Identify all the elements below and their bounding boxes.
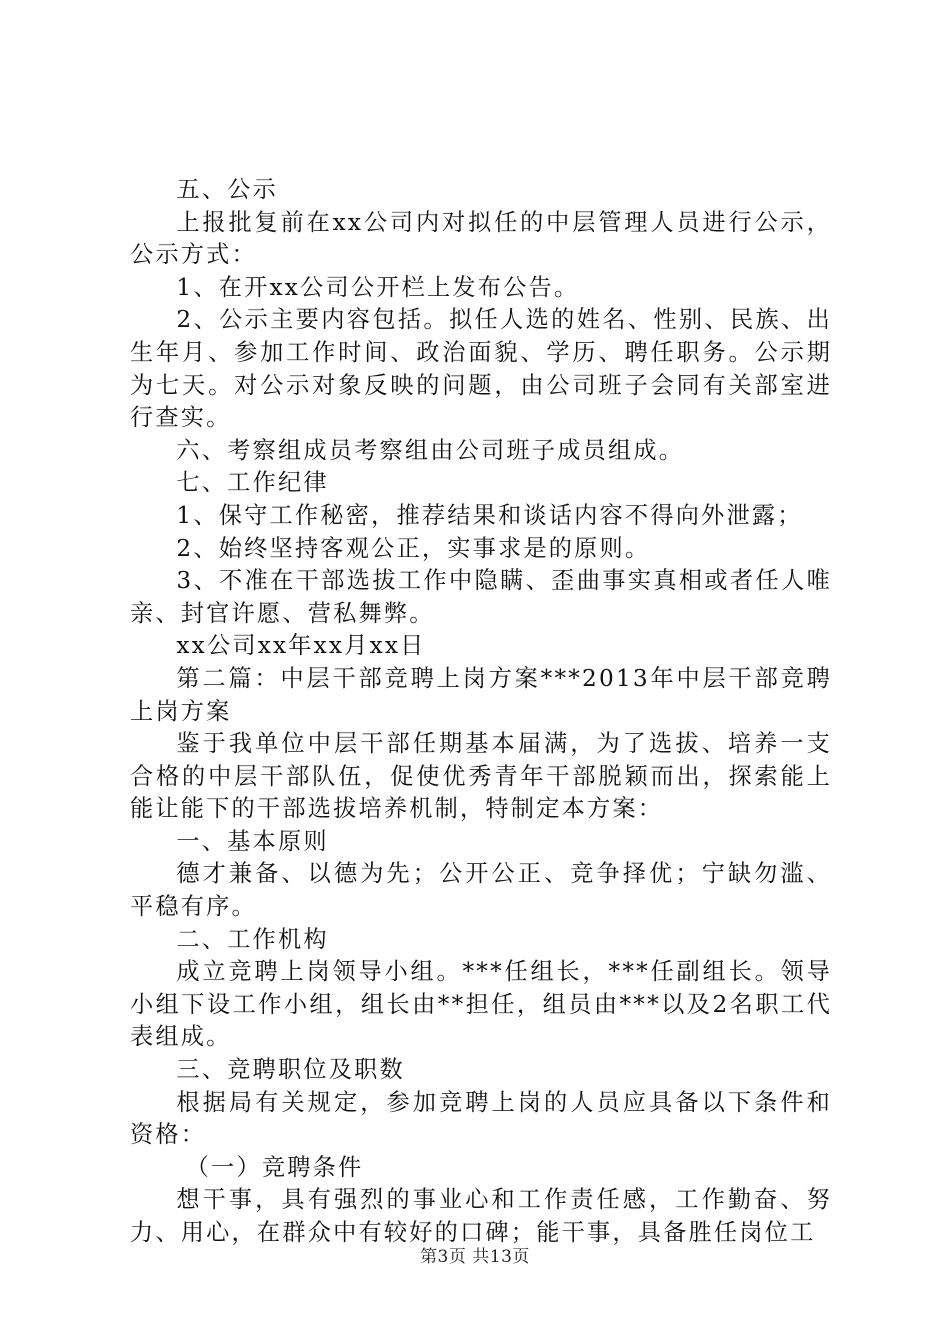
- paragraph: 上报批复前在xx公司内对拟任的中层管理人员进行公示，公示方式：: [130, 208, 832, 269]
- paragraph: 1、保守工作秘密，推荐结果和谈话内容不得向外泄露；: [176, 501, 803, 529]
- section-heading-publicity: 五、公示: [176, 176, 278, 203]
- section-heading-discipline: 七、工作纪律: [176, 469, 329, 497]
- paragraph: 鉴于我单位中层干部任期基本届满，为了选拔、培养一支合格的中层干部队伍，促使优秀青年干部脱颖而出，探索能上能让能下的干部选拔培养机制，特制定本方案：: [130, 730, 832, 823]
- paragraph: 成立竞聘上岗领导小组。***任组长，***任副组长。领导小组下设工作小组，组长由**担任，组员由***以及2名职工代表组成。: [130, 958, 832, 1051]
- paragraph: 2、始终坚持客观公正，实事求是的原则。: [176, 534, 651, 562]
- section-heading-organization: 二、工作机构: [176, 925, 329, 953]
- section-heading-principles: 一、基本原则: [176, 827, 329, 855]
- date-line: xx公司xx年xx月xx日: [176, 632, 426, 660]
- paragraph: 1、在开xx公司公开栏上发布公告。: [176, 273, 580, 301]
- document-body: [130, 174, 832, 1250]
- subsection-heading-conditions: （一）竞聘条件: [185, 1153, 364, 1181]
- chapter-title: 第二篇：中层干部竞聘上岗方案***2013年中层干部竞聘上岗方案: [130, 664, 832, 725]
- paragraph: 根据局有关规定，参加竞聘上岗的人员应具备以下条件和资格：: [130, 1088, 832, 1149]
- section-heading-positions: 三、竞聘职位及职数: [176, 1056, 405, 1084]
- paragraph: 想干事，具有强烈的事业心和工作责任感，工作勤奋、努力、用心，在群众中有较好的口碑；能干事，具备胜任岗位工: [130, 1186, 832, 1246]
- paragraph: 德才兼备、以德为先；公开公正、竞争择优；宁缺勿滥、平稳有序。: [130, 860, 832, 921]
- paragraph: 3、不准在干部选拔工作中隐瞒、歪曲事实真相或者任人唯亲、封官许愿、营私舞弊。: [130, 567, 832, 627]
- page-number-footer: 第3页 共13页: [420, 1247, 530, 1267]
- section-heading-inspection-team: 六、考察组成员考察组由公司班子成员组成。: [176, 436, 685, 464]
- paragraph: 2、公示主要内容包括。拟任人选的姓名、性别、民族、出生年月、参加工作时间、政治面貌、学历、聘任职务。公示期为七天。对公示对象反映的问题，由公司班子会同有关部室进行查实。: [130, 306, 832, 432]
